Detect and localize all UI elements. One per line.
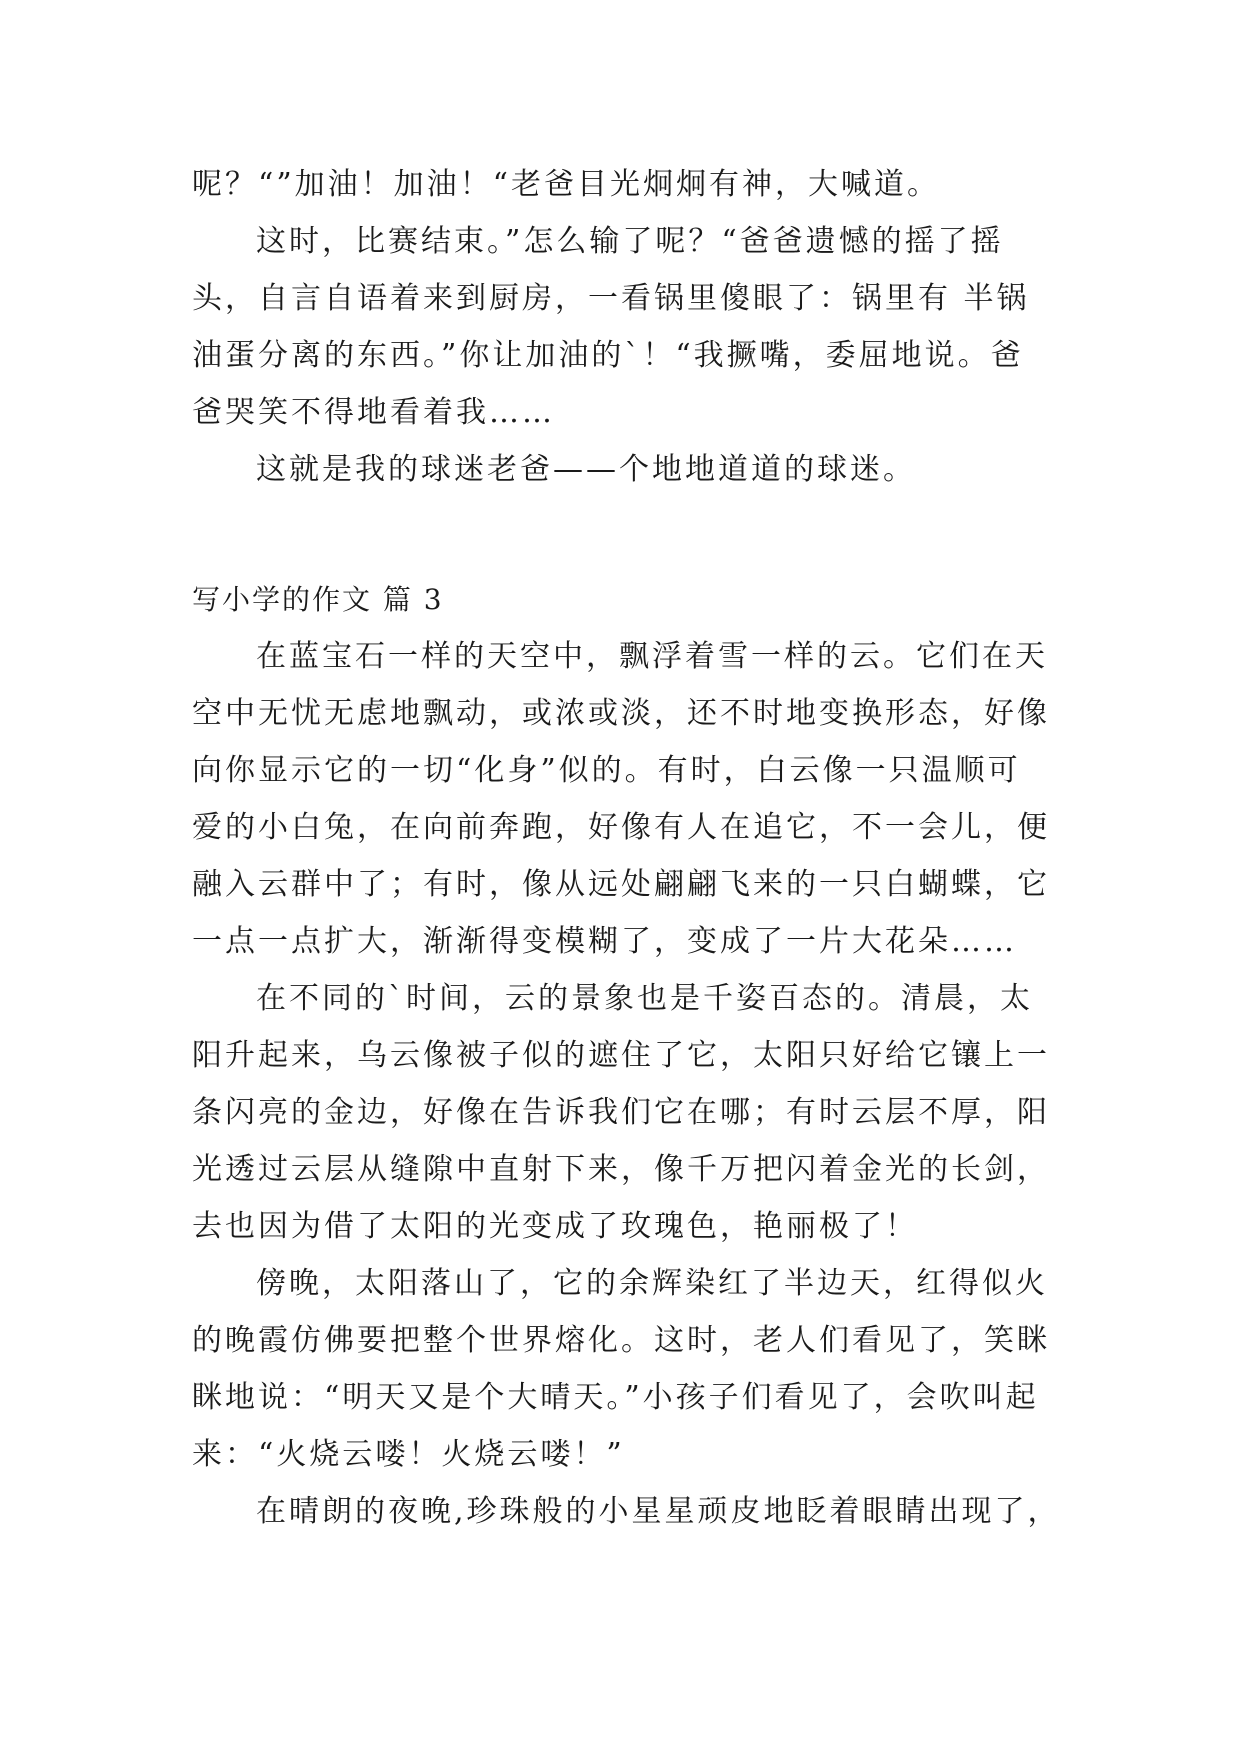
- text-line: 这就是我的球迷老爸——个地地道道的球迷。: [256, 452, 916, 487]
- text-line: 空中无忧无虑地飘动，或浓或淡，还不时地变换形态，好像: [192, 696, 1050, 731]
- text-line: 在晴朗的夜晚,珍珠般的小星星顽皮地眨着眼睛出现了，: [256, 1494, 1061, 1529]
- text-line: 阳升起来，乌云像被子似的遮住了它，太阳只好给它镶上一: [192, 1038, 1050, 1073]
- text-line: 头，自言自语着来到厨房，一看锅里傻眼了：锅里有 半锅: [192, 281, 1030, 316]
- text-line: 来：“火烧云喽！火烧云喽！”: [192, 1437, 625, 1472]
- text-line: 融入云群中了；有时，像从远处翩翩飞来的一只白蝴蝶，它: [192, 867, 1050, 902]
- text-line: 傍晚，太阳落山了，它的余辉染红了半边天，红得似火: [256, 1266, 1048, 1301]
- text-line: 的晚霞仿佛要把整个世界熔化。这时，老人们看见了，笑眯: [192, 1323, 1050, 1358]
- text-line: 条闪亮的金边，好像在告诉我们它在哪；有时云层不厚，阳: [192, 1095, 1050, 1130]
- text-line: 爱的小白兔，在向前奔跑，好像有人在追它，不一会儿，便: [192, 810, 1050, 845]
- essay-heading: 写小学的作文 篇 3: [192, 583, 444, 616]
- text-line: 向你显示它的一切“化身”似的。有时，白云像一只温顺可: [192, 753, 1021, 788]
- text-line: 去也因为借了太阳的光变成了玫瑰色，艳丽极了！: [192, 1209, 918, 1244]
- essay-body: [192, 628, 1062, 1540]
- text-line: 在蓝宝石一样的天空中，飘浮着雪一样的云。它们在天: [256, 639, 1048, 674]
- text-line: 爸哭笑不得地看着我……: [192, 395, 555, 430]
- text-line: 呢？“”加油！加油！“老爸目光炯炯有神，大喊道。: [192, 167, 941, 202]
- text-line: 一点一点扩大，渐渐得变模糊了，变成了一片大花朵……: [192, 924, 1017, 959]
- text-line: 眯地说：“明天又是个大晴天。”小孩子们看见了，会吹叫起: [192, 1380, 1039, 1415]
- text-line: 油蛋分离的东西。”你让加油的`！“我撅嘴，委屈地说。爸: [192, 338, 1024, 373]
- text-line: 光透过云层从缝隙中直射下来，像千万把闪着金光的长剑，: [192, 1152, 1050, 1187]
- text-line: 这时，比赛结束。”怎么输了呢？“爸爸遗憾的摇了摇: [256, 224, 1004, 259]
- top-text-block: [192, 156, 1062, 498]
- text-line: 在不同的`时间，云的景象也是千姿百态的。清晨，太: [256, 981, 1033, 1016]
